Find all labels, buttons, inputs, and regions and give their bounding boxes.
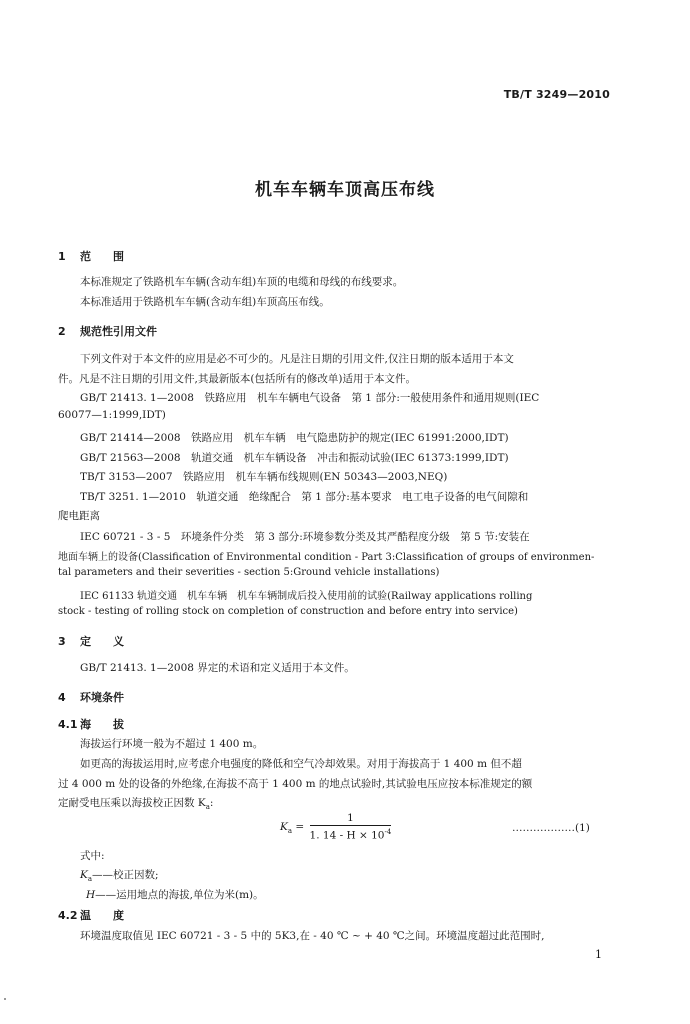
- paragraph-text: :: [209, 797, 214, 809]
- formula-denominator: [310, 826, 392, 842]
- formula: [280, 812, 391, 842]
- definition-item: [80, 867, 159, 883]
- subscript: a: [205, 803, 210, 812]
- paragraph: 环境温度取值见 IEC 60721 - 3 - 5 中的 5K3,在 - 40 ℃ ~ + 40 ℃之间。环境温度超过此范围时,: [80, 930, 545, 942]
- definition-text: ——校正因数;: [92, 869, 159, 881]
- reference-item: TB/T 3251. 1—2010 轨道交通 绝缘配合 第 1 部分:基本要求 电工电子设备的电气间隙和: [80, 491, 529, 503]
- section-number: 2: [58, 325, 66, 338]
- section-title: 海 拔: [80, 718, 124, 731]
- paragraph: 如更高的海拔运用时,应考虑介电强度的降低和空气冷却效果。对用于海拔高于 1 400 m 但不超: [80, 758, 522, 770]
- section-number: 1: [58, 250, 66, 263]
- reference-item: 60077—1:1999,IDT): [58, 409, 166, 421]
- paragraph: 过 4 000 m 处的设备的外绝缘,在海拔不高于 1 400 m 的地点试验时,其试验电压应按本标准规定的额: [58, 778, 533, 790]
- section-title: 环境条件: [80, 691, 124, 704]
- paragraph: GB/T 21413. 1—2008 界定的术语和定义适用于本文件。: [80, 662, 355, 674]
- section-4-2-heading: [58, 907, 124, 923]
- reference-item: GB/T 21413. 1—2008 铁路应用 机车车辆电气设备 第 1 部分:一般使用条件和通用规则(IEC: [80, 392, 540, 404]
- paragraph-text: 定耐受电压乘以海拔校正因数 K: [58, 797, 206, 809]
- paragraph: 本标准适用于铁路机车车辆(含动车组)车顶高压布线。: [80, 296, 330, 308]
- paragraph: 海拔运行环境一般为不超过 1 400 m。: [80, 738, 264, 750]
- formula-equals: =: [292, 820, 308, 833]
- section-title: 规范性引用文件: [80, 325, 157, 338]
- formula-numerator: 1: [310, 812, 392, 826]
- paragraph: 件。凡是不注日期的引用文件,其最新版本(包括所有的修改单)适用于本文件。: [58, 373, 417, 385]
- page-title: 机车车辆车顶高压布线: [255, 180, 435, 200]
- formula-fraction: [310, 812, 392, 842]
- section-2-heading: [58, 323, 157, 339]
- section-3-heading: [58, 633, 124, 649]
- reference-item: 爬电距离: [58, 510, 100, 522]
- reference-item: IEC 60721 - 3 - 5 环境条件分类 第 3 部分:环境参数分类及其严酷程度分级 第 5 节:安装在: [80, 531, 530, 543]
- section-title: 定 义: [80, 635, 124, 648]
- reference-item: tal parameters and their severities - section 5:Ground vehicle installations): [58, 567, 440, 578]
- formula-lhs: K: [280, 820, 288, 833]
- section-4-1-heading: [58, 716, 124, 732]
- section-number: 3: [58, 635, 66, 648]
- definition-text: ——运用地点的海拔,单位为米(m)。: [95, 889, 264, 901]
- page-number: 1: [595, 948, 602, 961]
- section-title: 范 围: [80, 250, 124, 263]
- section-4-heading: [58, 689, 124, 705]
- section-number: 4.2: [58, 909, 78, 922]
- definition-symbol: H: [86, 889, 96, 901]
- definition-symbol: K: [80, 869, 88, 881]
- subscript: a: [87, 875, 93, 884]
- section-title: 温 度: [80, 909, 124, 922]
- section-number: 4.1: [58, 718, 78, 731]
- reference-item: GB/T 21563—2008 轨道交通 机车车辆设备 冲击和振动试验(IEC 61373:1999,IDT): [80, 452, 509, 464]
- formula-lhs-subscript: a: [287, 826, 293, 835]
- reference-item: GB/T 21414—2008 铁路应用 机车车辆 电气隐患防护的规定(IEC 61991:2000,IDT): [80, 432, 509, 444]
- formula-exponent: -4: [384, 828, 392, 836]
- where-label: 式中:: [80, 850, 105, 862]
- reference-item: TB/T 3153—2007 铁路应用 机车车辆布线规则(EN 50343—2003,NEQ): [80, 471, 448, 483]
- formula-denominator-text: 1. 14 - H × 10: [309, 829, 385, 842]
- definition-item: [86, 887, 264, 902]
- paragraph: 本标准规定了铁路机车车辆(含动车组)车顶的电缆和母线的布线要求。: [80, 276, 404, 288]
- section-number: 4: [58, 691, 66, 704]
- section-1-heading: [58, 248, 124, 264]
- reference-item: 地面车辆上的设备(Classification of Environmental condition - Part 3:Classification of groups of environmen-: [58, 552, 595, 563]
- paragraph: [58, 795, 213, 811]
- reference-item: IEC 61133 轨道交通 机车车辆 机车车辆制成后投入使用前的试验(Railway applications rolling: [80, 591, 533, 602]
- equation-number: ………………(1): [512, 822, 590, 834]
- paragraph: 下列文件对于本文件的应用是必不可少的。凡是注日期的引用文件,仅注日期的版本适用于本文: [80, 353, 514, 365]
- reference-item: stock - testing of rolling stock on completion of construction and before entry into service): [58, 606, 518, 617]
- standard-code: TB/T 3249—2010: [503, 88, 610, 101]
- scan-artifact: [4, 998, 6, 1000]
